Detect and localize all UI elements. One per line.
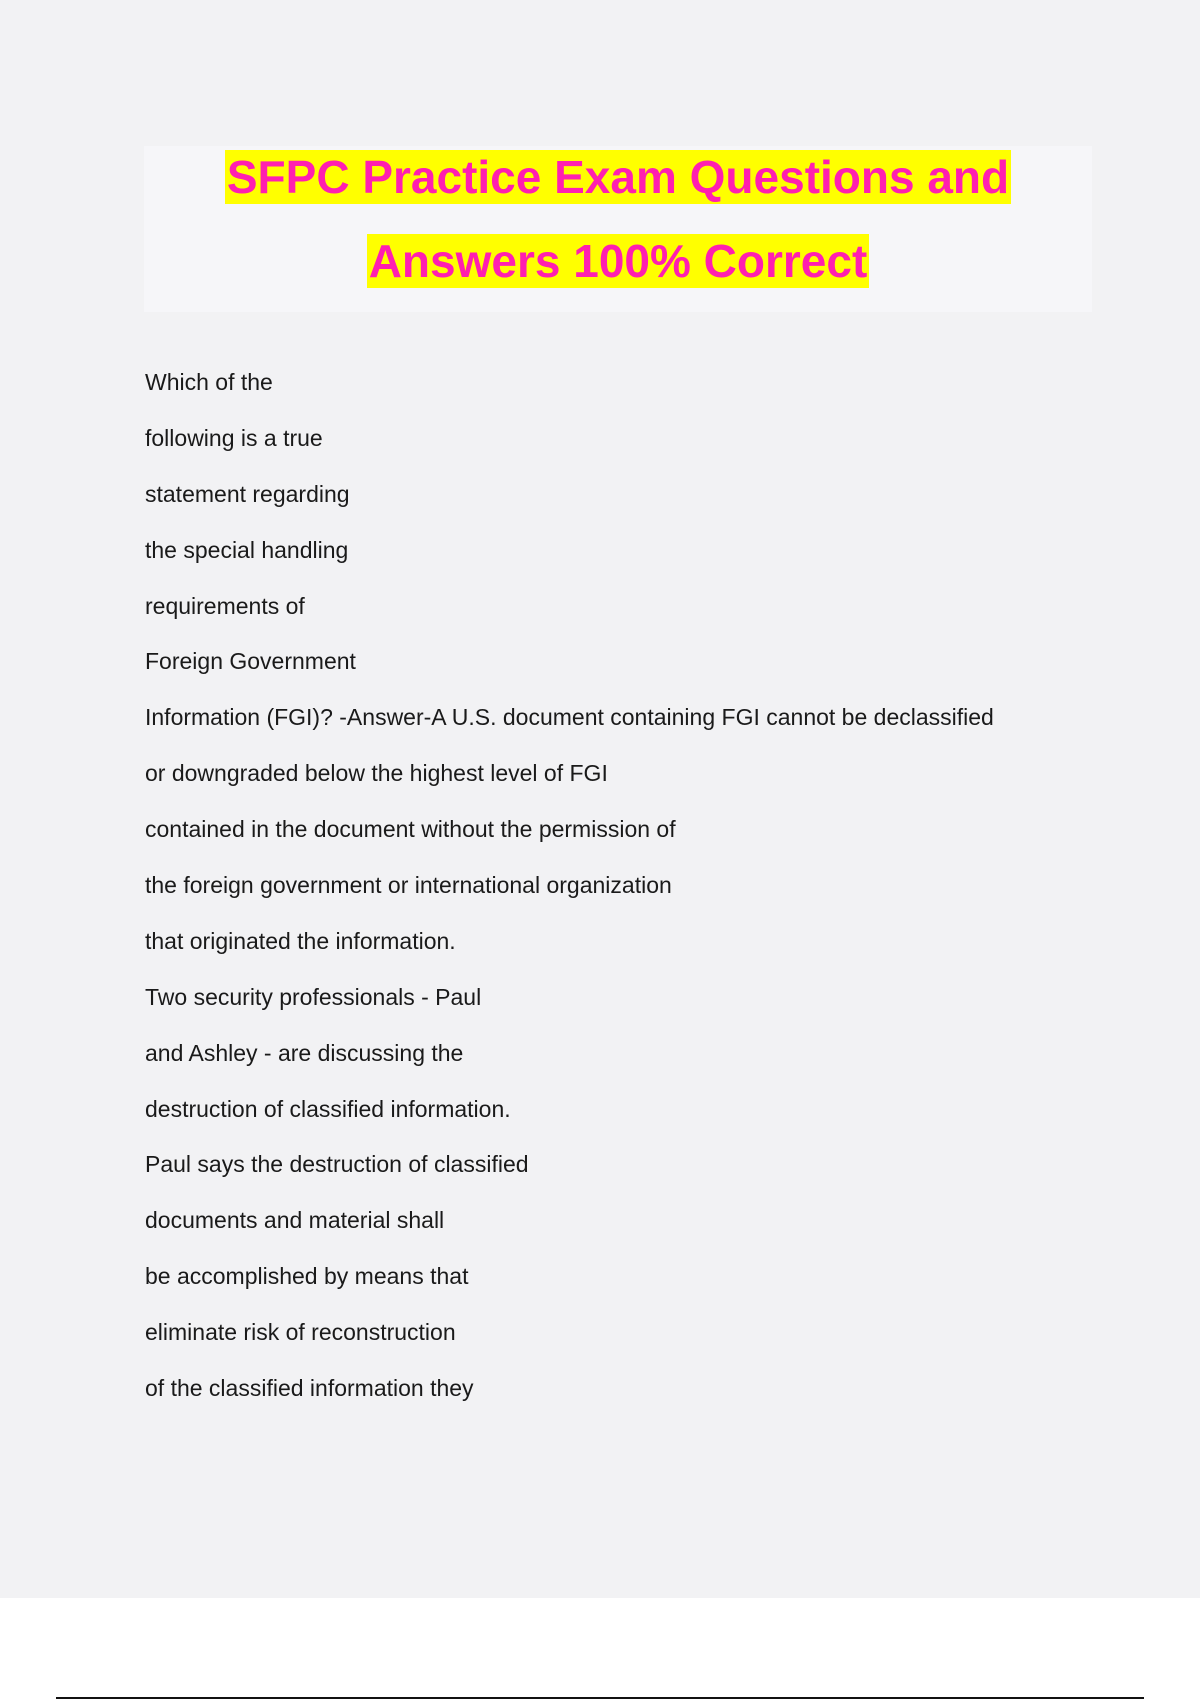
footer-divider: [56, 1697, 1144, 1699]
title-row: [144, 230, 1092, 314]
body-line: following is a true: [145, 424, 323, 451]
document-title-line-1: SFPC Practice Exam Questions and: [226, 151, 1010, 203]
body-line: destruction of classified information.: [145, 1095, 511, 1122]
body-line: of the classified information they: [145, 1375, 474, 1402]
body-line: statement regarding: [145, 480, 350, 507]
body-line: the foreign government or international organization: [145, 872, 672, 899]
title-box: [144, 146, 1092, 312]
document-body: [145, 354, 1085, 1416]
body-line: Information (FGI)? -Answer-A U.S. document containing FGI cannot be declassified: [145, 704, 994, 731]
document-title-line-2: Answers 100% Correct: [368, 235, 868, 287]
body-line: or downgraded below the highest level of FGI: [145, 760, 608, 787]
body-line: and Ashley - are discussing the: [145, 1039, 464, 1066]
body-line: be accomplished by means that: [145, 1263, 469, 1290]
body-line: Foreign Government: [145, 648, 356, 675]
body-line: eliminate risk of reconstruction: [145, 1319, 456, 1346]
body-line: the special handling: [145, 536, 349, 563]
title-row: [144, 146, 1092, 230]
body-line: Paul says the destruction of classified: [145, 1151, 529, 1178]
body-line: requirements of: [145, 592, 305, 619]
body-line: Which of the: [145, 369, 273, 395]
body-line: that originated the information.: [145, 927, 456, 954]
body-line: contained in the document without the permission of: [145, 816, 676, 843]
body-line: Two security professionals - Paul: [145, 983, 482, 1010]
body-line: documents and material shall: [145, 1207, 445, 1234]
